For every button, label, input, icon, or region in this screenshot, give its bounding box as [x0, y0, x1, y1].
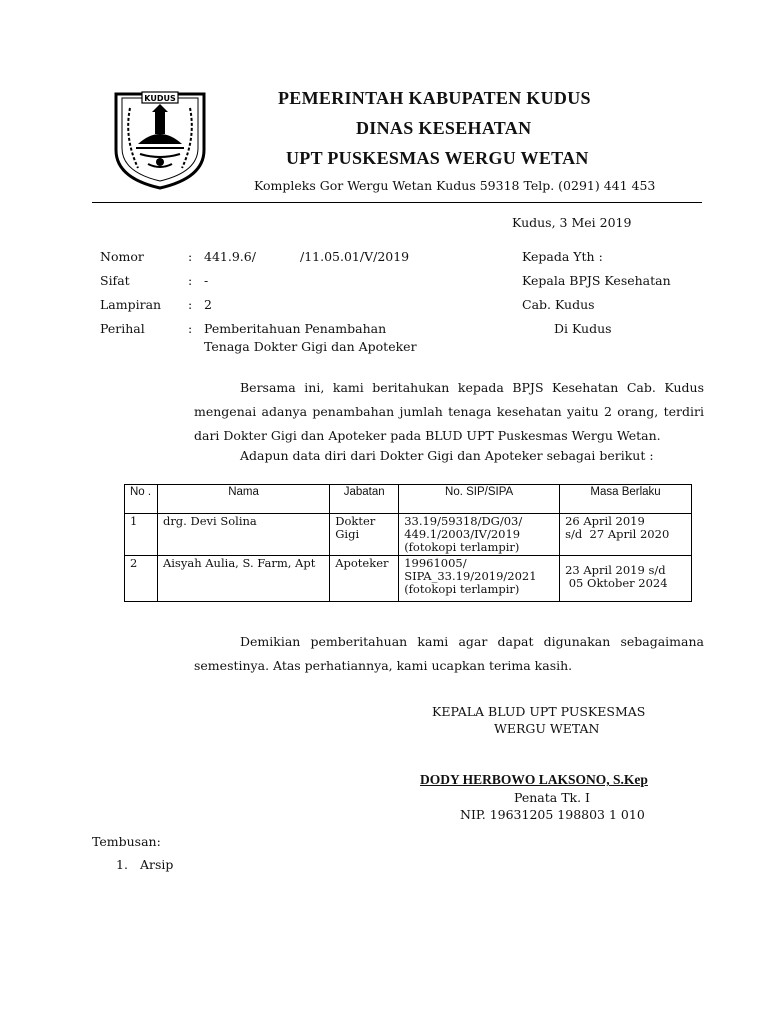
table-header-row: [125, 485, 692, 514]
letter-date: Kudus, 3 Mei 2019: [512, 215, 632, 230]
cell-no: 2: [125, 556, 158, 602]
cc-item-number: 1.: [116, 857, 128, 872]
signature-rank: Penata Tk. I: [514, 790, 590, 805]
table-row: [125, 514, 692, 556]
col-header-nama: Nama: [157, 485, 329, 514]
lampiran-colon: :: [188, 297, 193, 312]
staff-table: [124, 484, 692, 602]
nomor-value-prefix: 441.9.6/: [204, 249, 256, 264]
sifat-label: Sifat: [100, 273, 130, 288]
kudus-emblem-logo: [108, 88, 212, 192]
header-department: DINAS KESEHATAN: [356, 118, 532, 138]
lampiran-value: 2: [204, 297, 212, 312]
col-header-masa: Masa Berlaku: [560, 485, 692, 514]
header-address: Kompleks Gor Wergu Wetan Kudus 59318 Telp. (0291) 441 453: [254, 178, 656, 193]
signature-title-1: KEPALA BLUD UPT PUSKESMAS: [432, 704, 646, 719]
nomor-colon: :: [188, 249, 193, 264]
perihal-colon: :: [188, 321, 193, 336]
masa-line1: 26 April 2019: [565, 514, 645, 528]
lampiran-label: Lampiran: [100, 297, 162, 312]
svg-text:KUDUS: KUDUS: [144, 94, 176, 103]
recipient-line1: Kepada Yth :: [522, 249, 603, 264]
nomor-value-suffix: /11.05.01/V/2019: [300, 249, 410, 264]
sip-line1: 19961005/: [404, 556, 467, 570]
cell-jabatan: Apoteker: [330, 556, 399, 602]
sip-line2: SIPA_33.19/2019/2021: [404, 569, 537, 583]
signature-nip: NIP. 19631205 198803 1 010: [460, 807, 645, 822]
recipient-line4: Di Kudus: [554, 321, 612, 336]
masa-line2: 05 Oktober 2024: [565, 576, 668, 590]
header-government: PEMERINTAH KABUPATEN KUDUS: [278, 88, 591, 108]
recipient-line2: Kepala BPJS Kesehatan: [522, 273, 671, 288]
cc-label: Tembusan:: [92, 834, 161, 849]
header-divider: [92, 202, 702, 203]
masa-line2: s/d 27 April 2020: [565, 527, 670, 541]
header-institution: UPT PUSKESMAS WERGU WETAN: [286, 148, 589, 168]
cell-masa: [560, 514, 692, 556]
cell-masa: [560, 556, 692, 602]
body-paragraph-2: Adapun data diri dari Dokter Gigi dan Apoteker sebagai berikut :: [240, 448, 654, 463]
cell-no: 1: [125, 514, 158, 556]
signature-title-2: WERGU WETAN: [494, 721, 600, 736]
col-header-sip: No. SIP/SIPA: [399, 485, 560, 514]
cell-jabatan: Dokter Gigi: [330, 514, 399, 556]
sip-line3: (fotokopi terlampir): [404, 582, 520, 596]
body-paragraph-3: Demikian pemberitahuan kami agar dapat digunakan sebagaimana semestinya. Atas perhatiannya, kami ucapkan terima kasih.: [194, 634, 704, 673]
masa-line1: 23 April 2019 s/d: [565, 563, 666, 577]
sip-line1: 33.19/59318/DG/03/: [404, 514, 523, 528]
cell-nama: drg. Devi Solina: [157, 514, 329, 556]
body-paragraph-1: Bersama ini, kami beritahukan kepada BPJS Kesehatan Cab. Kudus mengenai adanya penambahan jumlah tenaga kesehatan yaitu 2 orang, terdiri dari Dokter Gigi dan Apoteker pada BLUD UPT Puskesmas Wergu Wetan.: [194, 380, 704, 443]
cc-item-text: Arsip: [140, 857, 174, 872]
perihal-line1: Pemberitahuan Penambahan: [204, 321, 387, 336]
sip-line2: 449.1/2003/IV/2019: [404, 527, 521, 541]
recipient-line3: Cab. Kudus: [522, 297, 595, 312]
sifat-value: -: [204, 273, 209, 288]
cell-sip: [399, 514, 560, 556]
col-header-jabatan: Jabatan: [330, 485, 399, 514]
sifat-colon: :: [188, 273, 193, 288]
perihal-line2: Tenaga Dokter Gigi dan Apoteker: [204, 339, 417, 354]
cell-sip: [399, 556, 560, 602]
signature-name: DODY HERBOWO LAKSONO, S.Kep: [420, 772, 648, 787]
cell-nama: Aisyah Aulia, S. Farm, Apt: [157, 556, 329, 602]
table-row: [125, 556, 692, 602]
nomor-label: Nomor: [100, 249, 144, 264]
sip-line3: (fotokopi terlampir): [404, 540, 520, 554]
perihal-label: Perihal: [100, 321, 145, 336]
col-header-no: No .: [125, 485, 158, 514]
